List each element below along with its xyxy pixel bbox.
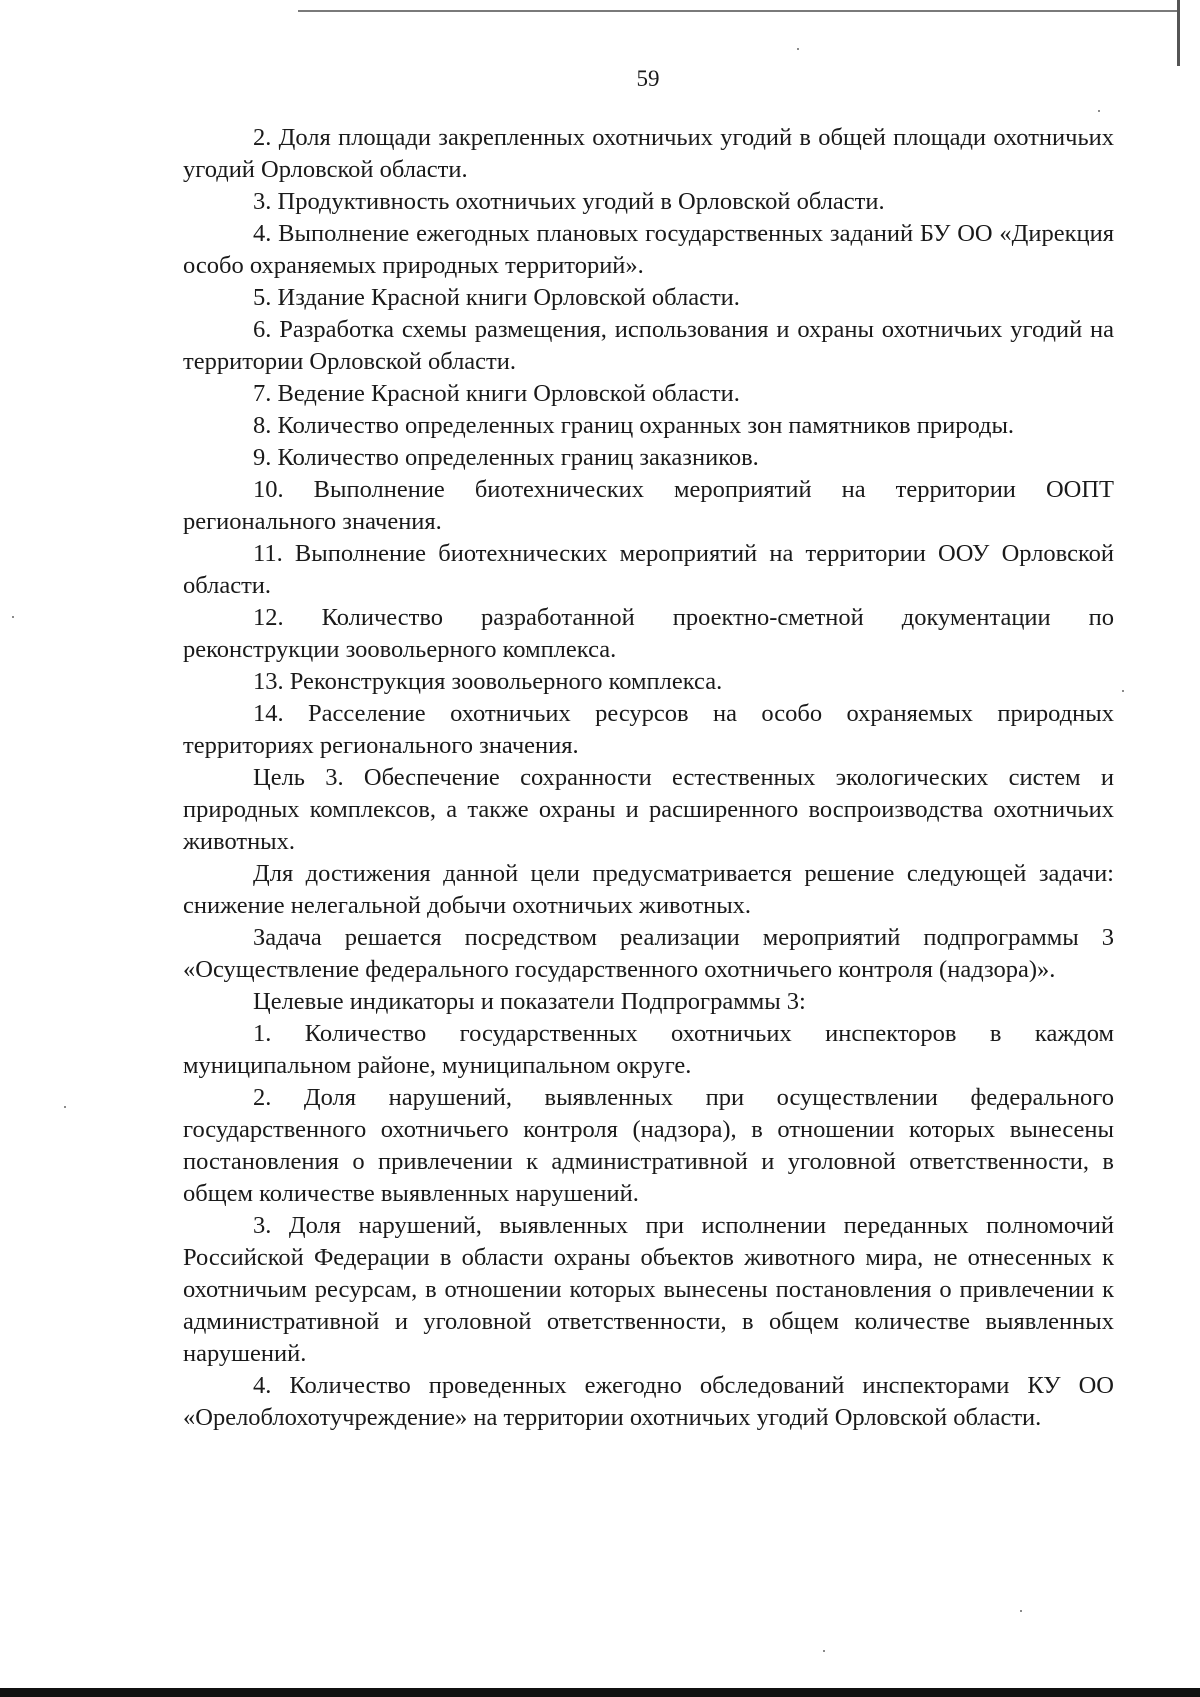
page-number: 59 — [636, 66, 660, 91]
paragraph: 6. Разработка схемы размещения, использования и охраны охотничьих угодий на территории Орловской области. — [183, 316, 1114, 375]
paragraph: 7. Ведение Красной книги Орловской области. — [253, 380, 740, 407]
paragraph: 2. Доля нарушений, выявленных при осуществлении федерального государственного охотничьего контроля (надзора), в отношении которых вынесены постановления о привлечении к административной и уголовной ответственности, в общем количестве выявленных нарушений. — [183, 1084, 1114, 1207]
paragraph: Для достижения данной цели предусматривается решение следующей задачи: снижение нелегальной добычи охотничьих животных. — [183, 860, 1114, 919]
paragraph: 8. Количество определенных границ охранных зон памятников природы. — [253, 412, 1015, 439]
goal-paragraph: Цель 3. Обеспечение сохранности естественных экологических систем и природных комплексов, а также охраны и расширенного воспроизводства охотничьих животных. — [183, 764, 1114, 855]
paragraph: Задача решается посредством реализации мероприятий подпрограммы 3 «Осуществление федерального государственного охотничьего контроля (надзора)». — [183, 924, 1114, 983]
paragraph: 3. Доля нарушений, выявленных при исполнении переданных полномочий Российской Федерации в области охраны объектов животного мира, не отнесенных к охотничьим ресурсам, в отношении которых вынесены постановления о привлечении к административной и уголовной ответственности, в общем количестве выявленных нарушений. — [183, 1212, 1114, 1367]
paragraph: 5. Издание Красной книги Орловской области. — [253, 284, 740, 311]
document-body — [183, 122, 1114, 1434]
scan-right-edge — [1177, 0, 1180, 66]
indicators-heading: Целевые индикаторы и показатели Подпрограммы 3: — [253, 988, 806, 1015]
paragraph: 14. Расселение охотничьих ресурсов на особо охраняемых природных территориях регионального значения. — [183, 700, 1114, 759]
scan-bottom-rule — [0, 1688, 1200, 1697]
scan-speck — [64, 1106, 66, 1108]
paragraph: 4. Количество проведенных ежегодно обследований инспекторами КУ ОО «Орелоблохотучреждение» на территории охотничьих угодий Орловской области. — [183, 1372, 1114, 1431]
scan-speck — [12, 616, 14, 618]
scan-speck — [1020, 1610, 1022, 1612]
paragraph: 1. Количество государственных охотничьих инспекторов в каждом муниципальном районе, муниципальном округе. — [183, 1020, 1114, 1079]
scan-top-rule — [298, 10, 1178, 12]
scan-speck — [797, 48, 799, 50]
scan-speck — [823, 1650, 825, 1652]
paragraph: 12. Количество разработанной проектно-сметной документации по реконструкции зоовольерного комплекса. — [183, 604, 1114, 663]
paragraph: 2. Доля площади закрепленных охотничьих угодий в общей площади охотничьих угодий Орловской области. — [183, 124, 1114, 183]
paragraph: 11. Выполнение биотехнических мероприятий на территории ООУ Орловской области. — [183, 540, 1114, 599]
paragraph: 10. Выполнение биотехнических мероприятий на территории ООПТ регионального значения. — [183, 476, 1114, 535]
paragraph: 4. Выполнение ежегодных плановых государственных заданий БУ ОО «Дирекция особо охраняемых природных территорий». — [183, 220, 1114, 279]
scan-speck — [1098, 110, 1100, 112]
paragraph: 9. Количество определенных границ заказников. — [253, 444, 759, 471]
scan-speck — [1122, 690, 1124, 692]
paragraph: 3. Продуктивность охотничьих угодий в Орловской области. — [253, 188, 885, 215]
paragraph: 13. Реконструкция зоовольерного комплекса. — [253, 668, 723, 695]
